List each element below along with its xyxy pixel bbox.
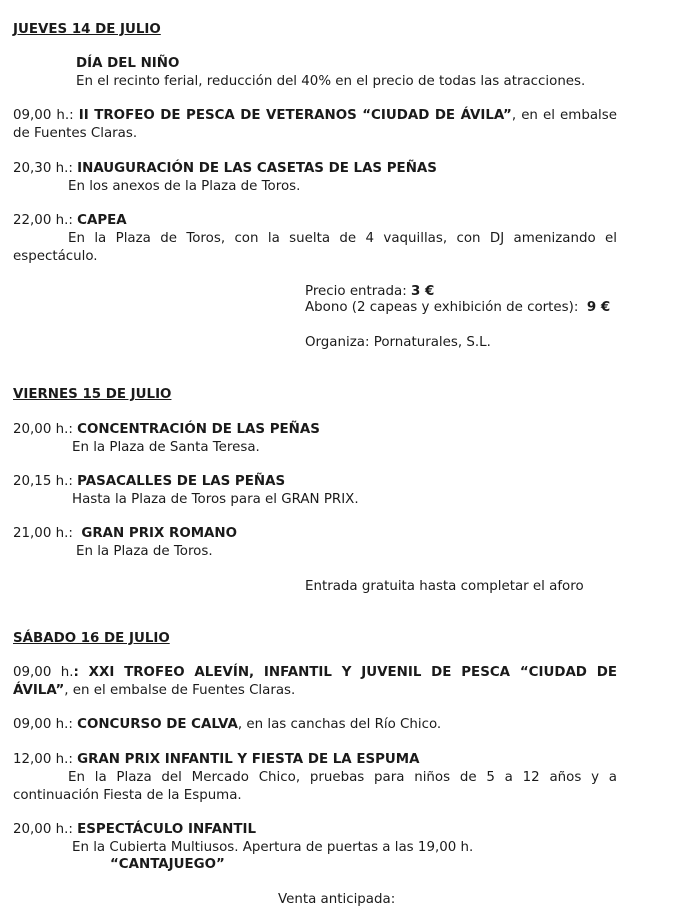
event-time: 22,00 h.:: [13, 213, 73, 228]
event-pesca-alevin: [13, 664, 617, 700]
event-location: , en el embalse de Fuentes Claras.: [13, 108, 617, 141]
event-time: 09,00 h.:: [13, 108, 74, 123]
event-time: 20,00 h.:: [13, 822, 73, 837]
event-desc-espuma: En la Plaza del Mercado Chico, pruebas para niños de 5 a 12 años y a continuación Fiesta de la Espuma.: [13, 770, 617, 803]
event-title: GRAN PRIX ROMANO: [81, 526, 237, 541]
event-infantil: [13, 821, 256, 839]
day-heading-friday: VIERNES 15 DE JULIO: [13, 387, 172, 402]
capea-price: Precio entrada: 3 €: [305, 284, 435, 299]
event-espuma: [13, 751, 419, 769]
event-desc-casetas: En los anexos de la Plaza de Toros.: [68, 179, 301, 194]
event-casetas: [13, 160, 437, 178]
event-time: 09,00 h.: [13, 665, 74, 680]
event-pesca-veteranos: [13, 107, 617, 143]
capea-abono: Abono (2 capeas y exhibición de cortes): 9 €: [305, 300, 611, 315]
event-capea: [13, 212, 127, 230]
event-desc-granprix: En la Plaza de Toros.: [76, 544, 213, 559]
event-title: CAPEA: [77, 213, 127, 228]
event-time: 20,30 h.:: [13, 161, 73, 176]
event-location: , en las canchas del Río Chico.: [237, 717, 442, 732]
event-time: 12,00 h.:: [13, 752, 73, 767]
event-location: , en el embalse de Fuentes Claras.: [64, 683, 296, 698]
event-title: CONCURSO DE CALVA: [77, 717, 238, 732]
event-time: 21,00 h.:: [13, 526, 73, 541]
event-desc-pasacalles: Hasta la Plaza de Toros para el GRAN PRIX.: [72, 492, 359, 507]
venta-anticipada: Venta anticipada:: [278, 892, 396, 907]
event-title: II TROFEO DE PESCA DE VETERANOS “CIUDAD DE ÁVILA”: [78, 108, 512, 123]
day-heading-thursday: JUEVES 14 DE JULIO: [13, 22, 161, 37]
event-calva: [13, 716, 441, 734]
event-title: ESPECTÁCULO INFANTIL: [77, 822, 256, 837]
event-time: 20,00 h.:: [13, 422, 73, 437]
event-desc-concentracion: En la Plaza de Santa Teresa.: [72, 440, 260, 455]
friday-entrada: Entrada gratuita hasta completar el aforo: [305, 579, 584, 594]
event-title-dia-nino: DÍA DEL NIÑO: [76, 56, 180, 71]
event-title: : XXI TROFEO ALEVÍN, INFANTIL Y JUVENIL DE PESCA “CIUDAD DE ÁVILA”: [13, 665, 617, 698]
event-desc-capea: En la Plaza de Toros, con la suelta de 4 vaquillas, con DJ amenizando el espectáculo.: [13, 231, 617, 264]
event-pasacalles: [13, 473, 285, 491]
event-title: CONCENTRACIÓN DE LAS PEÑAS: [77, 422, 320, 437]
event-title: INAUGURACIÓN DE LAS CASETAS DE LAS PEÑAS: [77, 161, 437, 176]
event-show-name: “CANTAJUEGO”: [110, 857, 225, 872]
event-desc-infantil: En la Cubierta Multiusos. Apertura de puertas a las 19,00 h.: [72, 840, 474, 855]
event-concentracion: [13, 421, 320, 439]
event-title: PASACALLES DE LAS PEÑAS: [77, 474, 286, 489]
event-title: GRAN PRIX INFANTIL Y FIESTA DE LA ESPUMA: [77, 752, 420, 767]
event-granprix: [13, 525, 237, 543]
day-heading-saturday: SÁBADO 16 DE JULIO: [13, 631, 170, 646]
event-desc-dia-nino: En el recinto ferial, reducción del 40% en el precio de todas las atracciones.: [76, 74, 586, 89]
capea-organiza: Organiza: Pornaturales, S.L.: [305, 335, 491, 350]
event-time: 20,15 h.:: [13, 474, 73, 489]
event-time: 09,00 h.:: [13, 717, 73, 732]
